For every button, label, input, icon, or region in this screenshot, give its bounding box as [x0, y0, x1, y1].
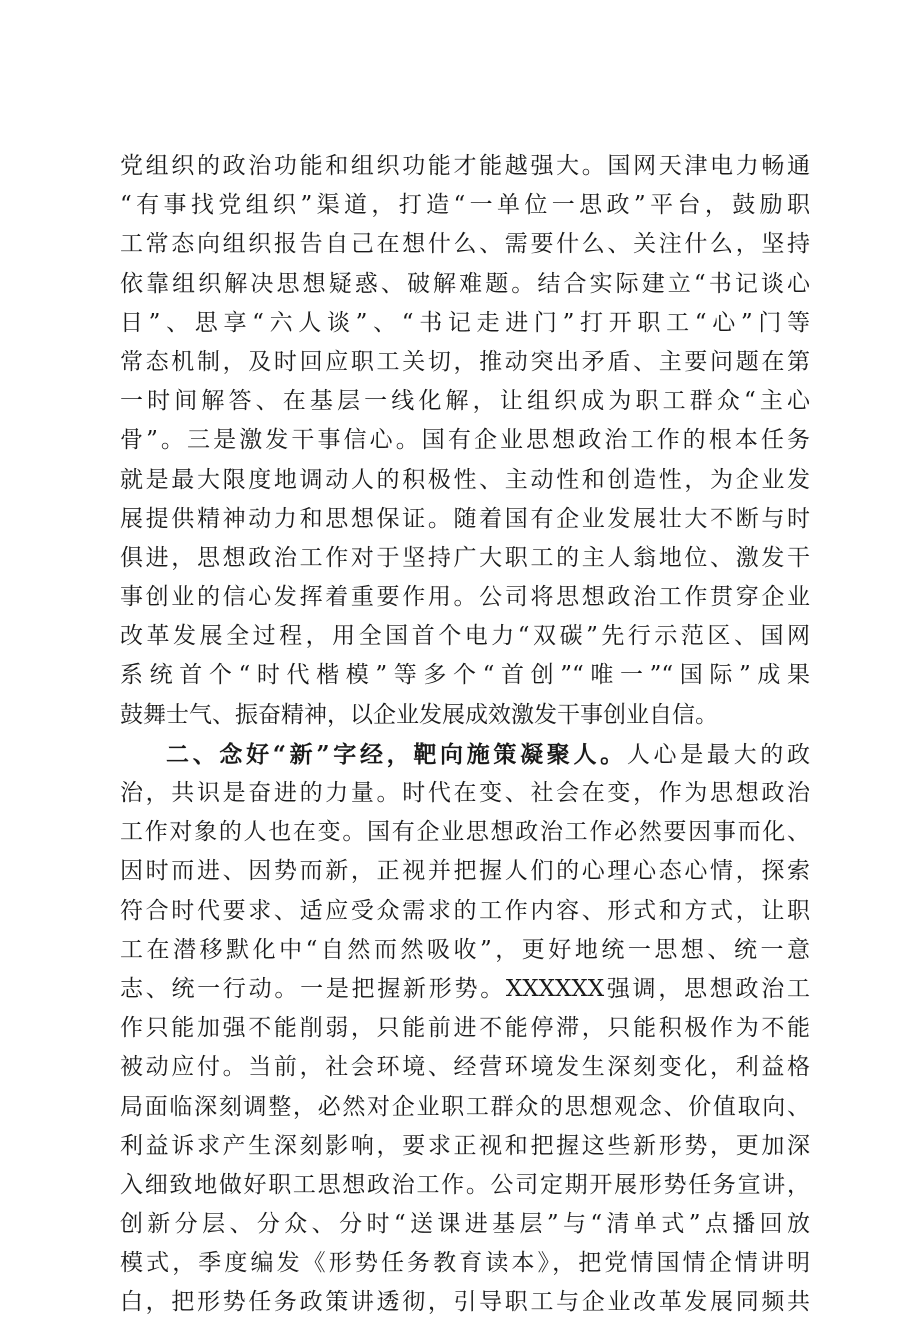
text-line: 就是最大限度地调动人的积极性、主动性和创造性，为企业发	[120, 466, 810, 493]
document-page	[120, 147, 810, 1323]
text-line: 依靠组织解决思想疑惑、破解难题。结合实际建立“书记谈心	[120, 270, 810, 297]
section-heading: 二、念好“新”字经，靶向施策凝聚人。	[166, 740, 627, 768]
text-line: 日”、思享“六人谈”、“书记走进门”打开职工“心”门等	[120, 309, 810, 336]
text-line: 俱进，思想政治工作对于坚持广大职工的主人翁地位、激发干	[120, 544, 810, 571]
text-line: “有事找党组织”渠道，打造“一单位一思政”平台，鼓励职	[120, 192, 810, 219]
text-line: 系统首个“时代楷模”等多个“首创”“唯一”“国际”成果	[120, 662, 810, 689]
text-line: 鼓舞士气、振奋精神，以企业发展成效激发干事创业自信。	[120, 701, 718, 728]
text-line: 作只能加强不能削弱，只能前进不能停滞，只能积极作为不能	[120, 1015, 810, 1042]
text-line: 治，共识是奋进的力量。时代在变、社会在变，作为思想政治	[120, 780, 810, 806]
text-line: 改革发展全过程，用全国首个电力“双碳”先行示范区、国网	[120, 623, 810, 650]
text-line: 创新分层、分众、分时“送课进基层”与“清单式”点播回放	[120, 1211, 810, 1238]
text-line: 党组织的政治功能和组织功能才能越强大。国网天津电力畅通	[120, 153, 810, 179]
text-line: 因时而进、因势而新，正视并把握人们的心理心态心情，探索	[120, 858, 810, 885]
text-line: 白，把形势任务政策讲透彻，引导职工与企业改革发展同频共	[120, 1289, 810, 1316]
text-line: 展提供精神动力和思想保证。随着国有企业发展壮大不断与时	[120, 505, 810, 532]
paragraph-2-first-line	[120, 735, 810, 774]
heading-continuation: 人心是最大的政	[626, 741, 810, 768]
text-line: 入细致地做好职工思想政治工作。公司定期开展形势任务宣讲，	[120, 1171, 810, 1198]
paragraph-2	[120, 735, 810, 1323]
text-line: 利益诉求产生深刻影响，要求正视和把握这些新形势，更加深	[120, 1132, 810, 1159]
text-line: 工常态向组织报告自己在想什么、需要什么、关注什么，坚持	[120, 231, 810, 258]
text-line: 工作对象的人也在变。国有企业思想政治工作必然要因事而化、	[120, 819, 810, 846]
text-line: 志、统一行动。一是把握新形势。XXXXXX强调，思想政治工	[120, 975, 810, 1002]
paragraph-1	[120, 147, 810, 735]
text-line: 事创业的信心发挥着重要作用。公司将思想政治工作贯穿企业	[120, 584, 810, 611]
text-line: 符合时代要求、适应受众需求的工作内容、形式和方式，让职	[120, 897, 810, 924]
text-line: 局面临深刻调整，必然对企业职工群众的思想观念、价值取向、	[120, 1093, 810, 1120]
text-line: 工在潜移默化中“自然而然吸收”，更好地统一思想、统一意	[120, 936, 810, 963]
text-line: 被动应付。当前，社会环境、经营环境发生深刻变化，利益格	[120, 1054, 810, 1081]
text-line: 模式，季度编发《形势任务教育读本》，把党情国情企情讲明	[120, 1250, 810, 1277]
text-line: 常态机制，及时回应职工关切，推动突出矛盾、主要问题在第	[120, 348, 810, 375]
text-line: 一时间解答、在基层一线化解，让组织成为职工群众“主心	[120, 388, 810, 415]
text-line: 骨”。三是激发干事信心。国有企业思想政治工作的根本任务	[120, 427, 810, 454]
